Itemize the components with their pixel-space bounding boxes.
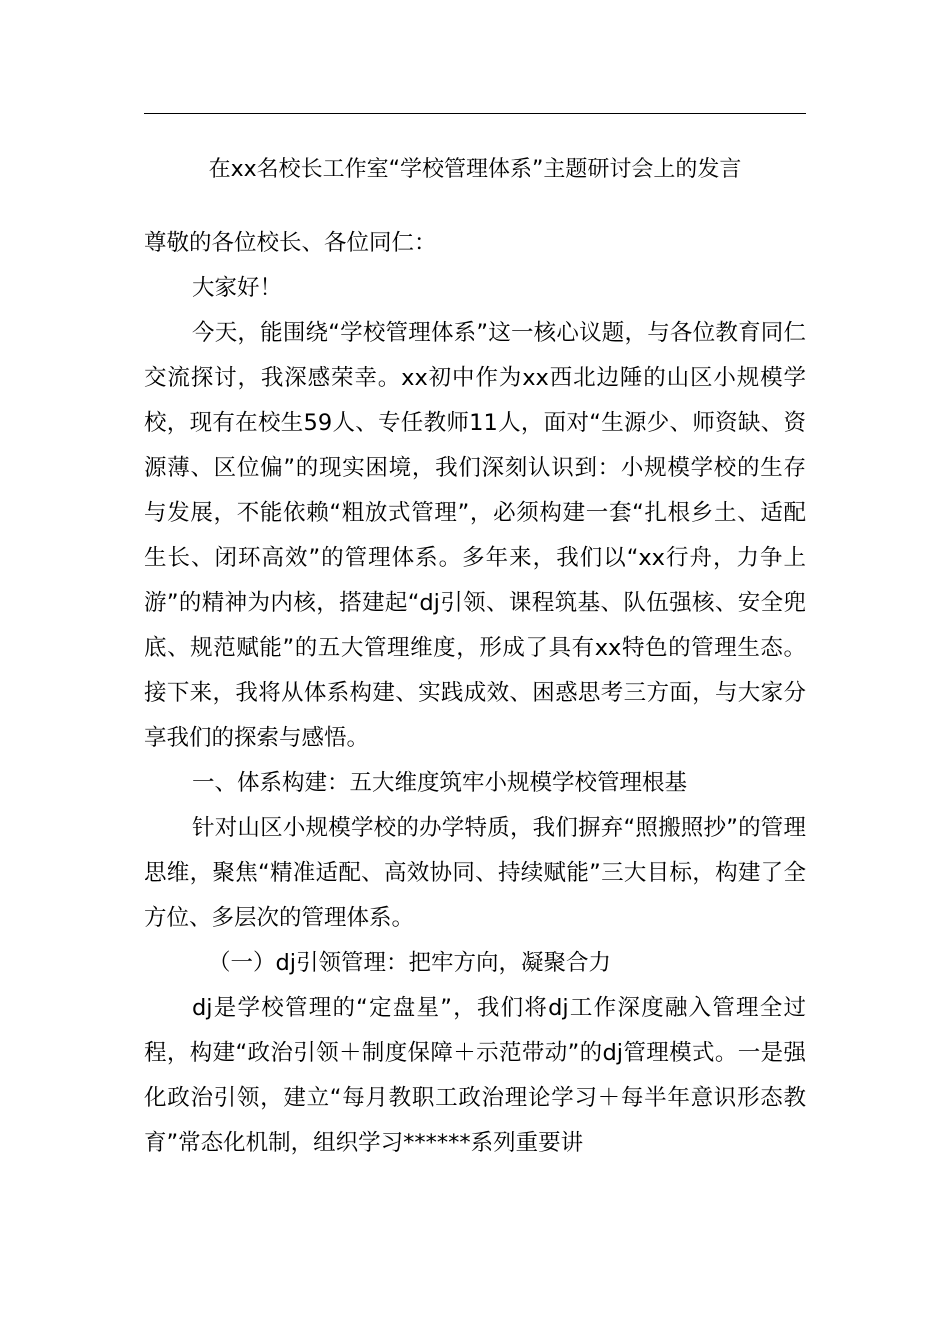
paragraph-subsection-1: dj是学校管理的“定盘星”，我们将dj工作深度融入管理全过程，构建“政治引领＋制度保障＋示范带动”的dj管理模式。一是强化政治引领，建立“每月教职工政治理论学习＋每半年意识形态教育”常态化机制，组织学习******系列重要讲 [144, 995, 806, 1156]
section-heading-1: 一、体系构建：五大维度筑牢小规模学校管理根基 [192, 770, 688, 796]
paragraph-section-1: 针对山区小规模学校的办学特质，我们摒弃“照搬照抄”的管理思维，聚焦“精准适配、高效协同、持续赋能”三大目标，构建了全方位、多层次的管理体系。 [144, 815, 806, 931]
paragraph-intro: 今天，能围绕“学校管理体系”这一核心议题，与各位教育同仁交流探讨，我深感荣幸。xx初中作为xx西北边陲的山区小规模学校，现有在校生59人、专任教师11人，面对“生源少、师资缺、资源薄、区位偏”的现实困境，我们深刻认识到：小规模学校的生存与发展，不能依赖“粗放式管理”，必须构建一套“扎根乡土、适配生长、闭环高效”的管理体系。多年来，我们以“xx行舟，力争上游”的精神为内核，搭建起“dj引领、课程筑基、队伍强核、安全兜底、规范赋能”的五大管理维度，形成了具有xx特色的管理生态。接下来，我将从体系构建、实践成效、困惑思考三方面，与大家分享我们的探索与感悟。 [144, 320, 806, 751]
salutation: 尊敬的各位校长、各位同仁： [144, 230, 437, 256]
document-body [144, 221, 806, 1166]
greeting: 大家好！ [192, 275, 283, 301]
subsection-heading-1: （一）dj引领管理：把牢方向，凝聚合力 [208, 950, 612, 976]
document-title: 在xx名校长工作室“学校管理体系”主题研讨会上的发言 [208, 157, 742, 182]
header-rule [144, 113, 806, 114]
